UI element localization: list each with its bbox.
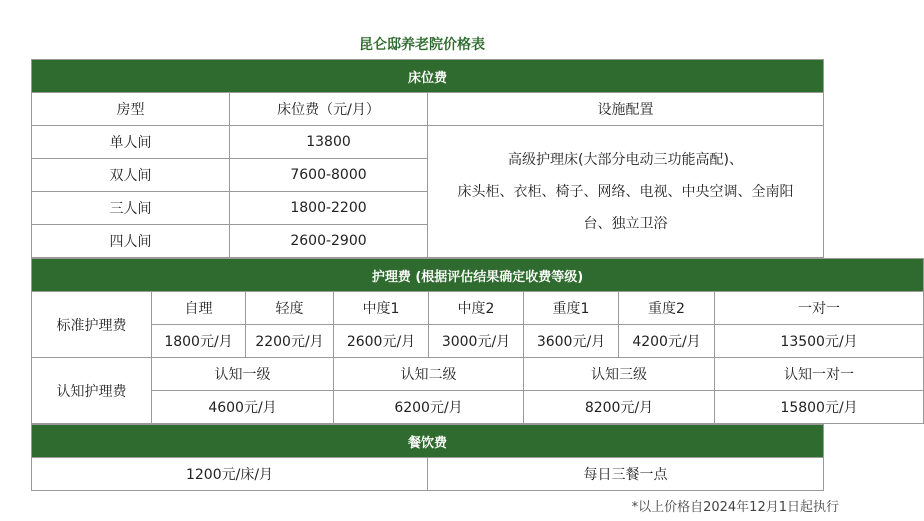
room-price: 7600-8000	[230, 159, 428, 192]
meal-fee-section-title: 餐饮费	[32, 425, 824, 458]
facilities-line: 床头柜、衣柜、椅子、网络、电视、中央空调、全南阳	[457, 183, 794, 200]
cognitive-price: 15800元/月	[715, 391, 924, 424]
room-type: 四人间	[32, 225, 230, 258]
care-price: 2200元/月	[246, 325, 334, 358]
footnote: *以上价格自2024年12月1日起执行	[631, 500, 839, 515]
cognitive-level: 认知二级	[334, 358, 524, 391]
care-price: 1800元/月	[152, 325, 246, 358]
care-price: 3600元/月	[524, 325, 619, 358]
cognitive-price: 8200元/月	[524, 391, 715, 424]
meal-price: 1200元/床/月	[32, 458, 428, 491]
care-level: 重度2	[619, 292, 715, 325]
page-title: 昆仑邸养老院价格表	[359, 37, 485, 53]
care-level: 重度1	[524, 292, 619, 325]
meal-fee-table	[31, 424, 824, 491]
care-level: 自理	[152, 292, 246, 325]
standard-care-label: 标准护理费	[32, 292, 152, 358]
care-price: 2600元/月	[334, 325, 429, 358]
room-price: 1800-2200	[230, 192, 428, 225]
care-price: 3000元/月	[429, 325, 524, 358]
care-level: 中度1	[334, 292, 429, 325]
care-level: 中度2	[429, 292, 524, 325]
meal-description: 每日三餐一点	[428, 458, 824, 491]
header-room-type: 房型	[32, 93, 230, 126]
cognitive-level: 认知一对一	[715, 358, 924, 391]
header-facilities: 设施配置	[428, 93, 824, 126]
room-price: 2600-2900	[230, 225, 428, 258]
care-price: 4200元/月	[619, 325, 715, 358]
room-type: 三人间	[32, 192, 230, 225]
cognitive-level: 认知三级	[524, 358, 715, 391]
care-fee-table	[31, 258, 924, 424]
room-price: 13800	[230, 126, 428, 159]
care-level: 一对一	[715, 292, 924, 325]
facilities-line: 高级护理床(大部分电动三功能高配)、	[508, 151, 743, 168]
care-fee-section-title: 护理费 (根据评估结果确定收费等级)	[32, 259, 924, 292]
facilities-description	[428, 126, 824, 258]
care-level: 轻度	[246, 292, 334, 325]
header-bed-fee: 床位费（元/月）	[230, 93, 428, 126]
room-type: 单人间	[32, 126, 230, 159]
room-type: 双人间	[32, 159, 230, 192]
care-price: 13500元/月	[715, 325, 924, 358]
bed-fee-table	[31, 59, 824, 258]
cognitive-price: 4600元/月	[152, 391, 334, 424]
facilities-line: 台、独立卫浴	[583, 215, 668, 232]
cognitive-price: 6200元/月	[334, 391, 524, 424]
bed-fee-section-title: 床位费	[32, 60, 824, 93]
cognitive-care-label: 认知护理费	[32, 358, 152, 424]
cognitive-level: 认知一级	[152, 358, 334, 391]
